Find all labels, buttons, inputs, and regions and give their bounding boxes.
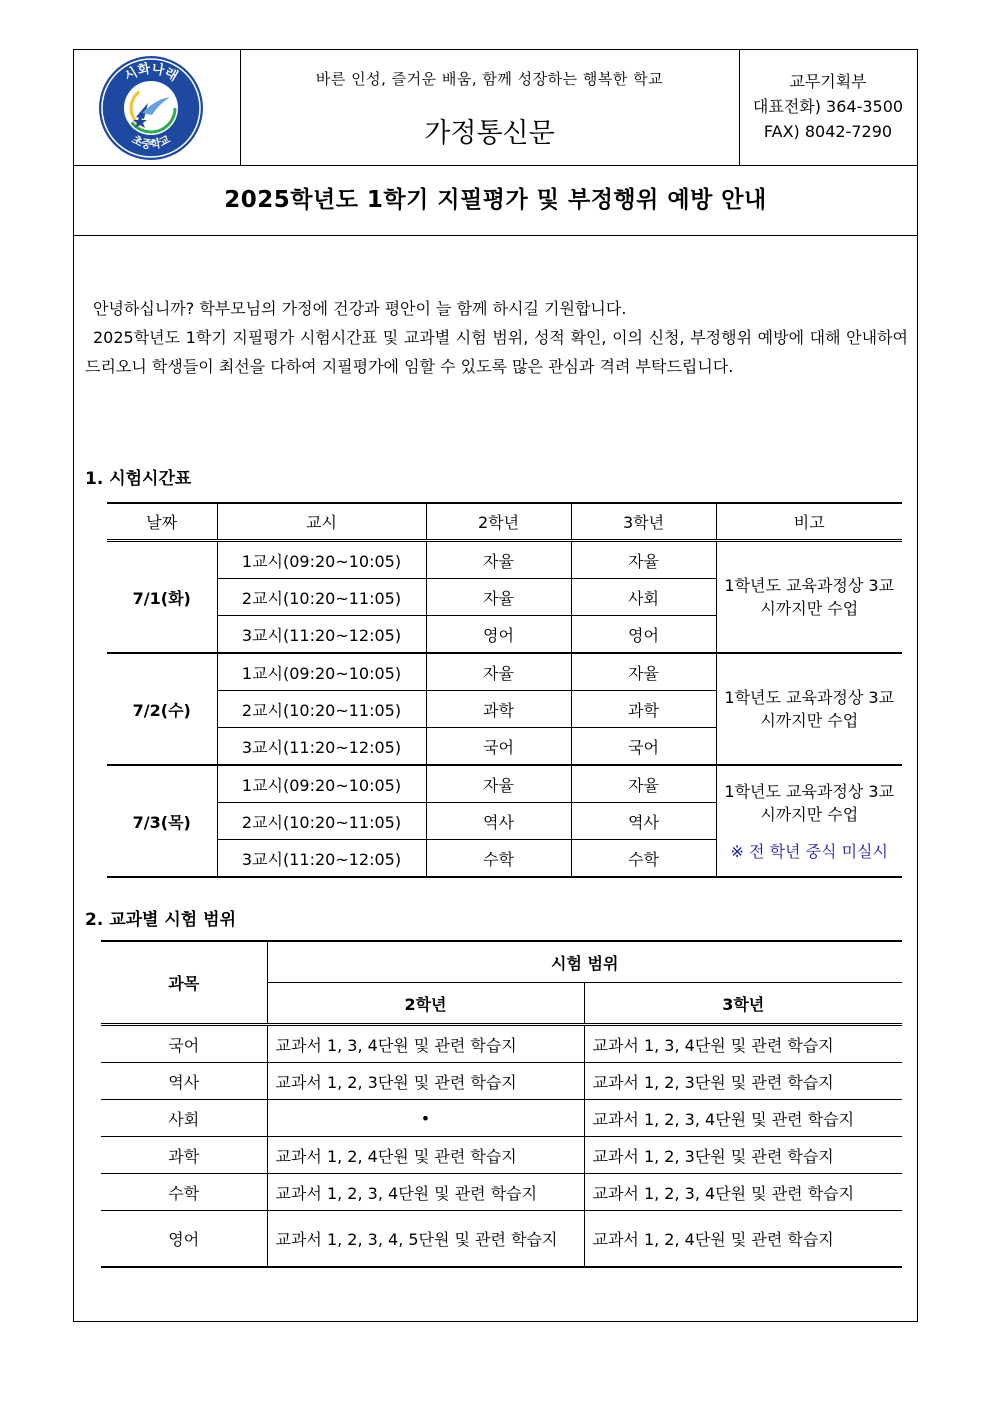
range-grade3: 교과서 1, 2, 3, 4단원 및 관련 학습지 (584, 1174, 902, 1211)
schedule-date: 7/2(수) (107, 653, 217, 765)
range-subject: 과학 (101, 1137, 267, 1174)
col-date: 날짜 (107, 503, 217, 541)
range-row (101, 1100, 902, 1137)
range-row (101, 1137, 902, 1174)
range-grade3: 교과서 1, 2, 4단원 및 관련 학습지 (584, 1211, 902, 1268)
schedule-date: 7/1(화) (107, 541, 217, 654)
exam-range-table (101, 940, 902, 1268)
range-grade3: 교과서 1, 3, 4단원 및 관련 학습지 (584, 1025, 902, 1063)
col-exam-range: 시험 범위 (267, 941, 902, 983)
schedule-note (716, 653, 902, 765)
range-row (101, 1063, 902, 1100)
section-1-title: 1. 시험시간표 (85, 469, 192, 489)
schedule-period: 2교시(10:20~11:05) (217, 579, 426, 616)
schedule-period: 1교시(09:20~10:05) (217, 765, 426, 803)
range-row (101, 1211, 902, 1268)
section-2-title: 2. 교과별 시험 범위 (85, 910, 236, 930)
intro-paragraph-2: 2025학년도 1학기 지필평가 시험시간표 및 교과별 시험 범위, 성적 확인, 이의 신청, 부정행위 예방에 대해 안내하여 드리오니 학생들이 최선을 다하여 지필평가에 임할 수 있도록 많은 관심과 격려 부탁드립니다. (85, 328, 908, 376)
schedule-grade3: 자율 (571, 765, 716, 803)
col-range-grade3: 3학년 (584, 983, 902, 1025)
schedule-grade3: 역사 (571, 803, 716, 840)
schedule-grade3: 과학 (571, 691, 716, 728)
schedule-grade2: 역사 (426, 803, 571, 840)
schedule-grade2: 자율 (426, 579, 571, 616)
range-grade2: 교과서 1, 2, 4단원 및 관련 학습지 (267, 1137, 584, 1174)
header (74, 50, 917, 166)
schedule-note (716, 541, 902, 654)
schedule-grade2: 자율 (426, 541, 571, 579)
lunch-note: ※ 전 학년 중식 미실시 (730, 841, 888, 861)
schedule-grade3: 국어 (571, 728, 716, 766)
range-grade3: 교과서 1, 2, 3단원 및 관련 학습지 (584, 1063, 902, 1100)
logo-top-text: 시화나래 (122, 61, 180, 85)
range-grade2: 교과서 1, 3, 4단원 및 관련 학습지 (267, 1025, 584, 1063)
range-grade2: 교과서 1, 2, 3, 4단원 및 관련 학습지 (267, 1174, 584, 1211)
range-subject: 역사 (101, 1063, 267, 1100)
range-subject: 수학 (101, 1174, 267, 1211)
schedule-row (107, 765, 902, 803)
col-grade3: 3학년 (571, 503, 716, 541)
range-row (101, 1174, 902, 1211)
schedule-grade3: 자율 (571, 653, 716, 691)
school-motto: 바른 인성, 즐거운 배움, 함께 성장하는 행복한 학교 (315, 70, 664, 88)
fax: FAX) 8042-7290 (763, 122, 893, 141)
col-note: 비고 (716, 503, 902, 541)
schedule-period: 1교시(09:20~10:05) (217, 541, 426, 579)
range-grade2: 교과서 1, 2, 3, 4, 5단원 및 관련 학습지 (267, 1211, 584, 1268)
schedule-grade3: 자율 (571, 541, 716, 579)
schedule-period: 3교시(11:20~12:05) (217, 728, 426, 766)
schedule-grade2: 국어 (426, 728, 571, 766)
range-grade3: 교과서 1, 2, 3단원 및 관련 학습지 (584, 1137, 902, 1174)
schedule-period: 3교시(11:20~12:05) (217, 616, 426, 654)
schedule-date: 7/3(목) (107, 765, 217, 877)
range-subject: 국어 (101, 1025, 267, 1063)
schedule-grade2: 영어 (426, 616, 571, 654)
schedule-note (716, 765, 902, 877)
schedule-period: 2교시(10:20~11:05) (217, 691, 426, 728)
col-subject: 과목 (101, 941, 267, 1025)
range-subject: 영어 (101, 1211, 267, 1268)
department: 교무기획부 (789, 72, 867, 91)
range-header-row (101, 941, 902, 983)
schedule-period: 1교시(09:20~10:05) (217, 653, 426, 691)
note-text: 1학년도 교육과정상 3교시까지만 수업 (724, 576, 895, 618)
logo-bottom-text: 초중학교 (129, 132, 173, 152)
header-center (240, 50, 740, 165)
col-range-grade2: 2학년 (267, 983, 584, 1025)
schedule-grade3: 영어 (571, 616, 716, 654)
col-grade2: 2학년 (426, 503, 571, 541)
range-subject: 사회 (101, 1100, 267, 1137)
range-grade3: 교과서 1, 2, 3, 4단원 및 관련 학습지 (584, 1100, 902, 1137)
schedule-row (107, 653, 902, 691)
schedule-grade2: 자율 (426, 765, 571, 803)
page-title: 2025학년도 1학기 지필평가 및 부정행위 예방 안내 (74, 165, 917, 236)
schedule-grade2: 수학 (426, 840, 571, 878)
newsletter-page (73, 49, 918, 1322)
schedule-row (107, 541, 902, 579)
schedule-period: 3교시(11:20~12:05) (217, 840, 426, 878)
phone: 대표전화) 364-3500 (752, 97, 904, 116)
schedule-grade3: 사회 (571, 579, 716, 616)
intro-text (85, 294, 908, 381)
exam-schedule-table (107, 502, 902, 878)
schedule-grade2: 과학 (426, 691, 571, 728)
contact-info (739, 50, 917, 165)
schedule-grade2: 자율 (426, 653, 571, 691)
note-text: 1학년도 교육과정상 3교시까지만 수업 (724, 781, 895, 824)
intro-paragraph-1: 안녕하십니까? 학부모님의 가정에 건강과 평안이 늘 함께 하시길 기원합니다. (93, 299, 627, 318)
range-grade2: 교과서 1, 2, 3단원 및 관련 학습지 (267, 1063, 584, 1100)
schedule-grade3: 수학 (571, 840, 716, 878)
logo-cell (74, 50, 241, 165)
school-logo (96, 53, 206, 163)
schedule-header-row (107, 503, 902, 541)
note-text: 1학년도 교육과정상 3교시까지만 수업 (724, 688, 895, 730)
doc-type: 가정통신문 (424, 118, 555, 149)
schedule-period: 2교시(10:20~11:05) (217, 803, 426, 840)
range-grade2: • (267, 1100, 584, 1137)
range-row (101, 1025, 902, 1063)
col-period: 교시 (217, 503, 426, 541)
